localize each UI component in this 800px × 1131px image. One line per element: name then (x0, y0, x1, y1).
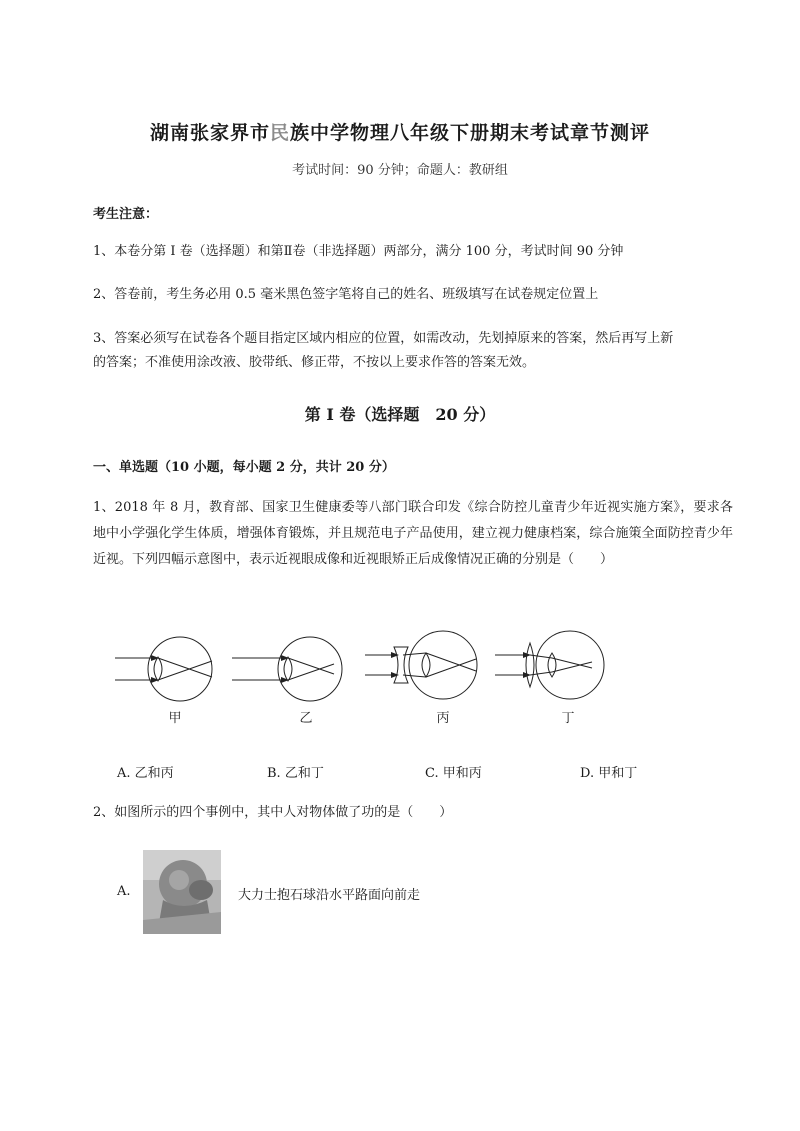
notice-item: 1、本卷分第 I 卷（选择题）和第Ⅱ卷（非选择题）两部分，满分 100 分，考试时间 90 分钟 (93, 244, 624, 259)
notice-item: 的答案；不准使用涂改液、胶带纸、修正带，不按以上要求作答的答案无效。 (93, 355, 536, 370)
eye-diagram-ding (495, 631, 604, 699)
strongman-stone-photo (143, 850, 221, 934)
notice-item: 3、答案必须写在试卷各个题目指定区域内相应的位置，如需改动，先划掉原来的答案，然后再写上新 (93, 331, 674, 346)
eye-diagram-yi (232, 637, 342, 701)
figure-label-bing: 丙 (436, 711, 450, 726)
eye-diagram-jia (115, 637, 212, 701)
question-2-text: 2、如图所示的四个事例中，其中人对物体做了功的是（ ） (93, 805, 453, 820)
option-d[interactable]: D. 甲和丁 (580, 766, 638, 781)
eye-diagram-figure (110, 625, 650, 730)
question-1-text: 1、2018 年 8 月，教育部、国家卫生健康委等八部门联合印发《综合防控儿童青少年近视实施方案》，要求各地中小学强化学生体质，增强体育锻炼，并且规范电子产品使用，建立视力健康档案，综合施策全面防控青少年近视。下列四幅示意图中，表示近视眼成像和近视眼矫正后成像情况正确的分别是（ ） (93, 500, 733, 567)
option-a[interactable]: A. 乙和丙 (117, 766, 174, 781)
section-subheading: 一、单选题（10 小题，每小题 2 分，共计 20 分） (93, 460, 395, 475)
section-title: 第 I 卷（选择题 20 分） (304, 405, 496, 424)
figure-label-jia: 甲 (168, 711, 182, 726)
figure-label-yi: 乙 (299, 711, 313, 726)
option-c[interactable]: C. 甲和丙 (425, 766, 482, 781)
eye-diagram-bing (365, 631, 477, 699)
exam-info: 考试时间：90 分钟；命题人：教研组 (292, 163, 508, 178)
figure-label-ding: 丁 (561, 711, 575, 726)
notice-item: 2、答卷前，考生务必用 0.5 毫米黑色签字笔将自己的姓名、班级填写在试卷规定位置上 (93, 287, 599, 302)
option-b[interactable]: B. 乙和丁 (267, 766, 324, 781)
notice-heading: 考生注意： (93, 207, 159, 222)
question-2-option-a-text: 大力士抱石球沿水平路面向前走 (238, 888, 421, 903)
page-title: 湖南张家界市民族中学物理八年级下册期末考试章节测评 (149, 122, 651, 144)
question-2-option-a-label[interactable]: A. (117, 884, 131, 899)
